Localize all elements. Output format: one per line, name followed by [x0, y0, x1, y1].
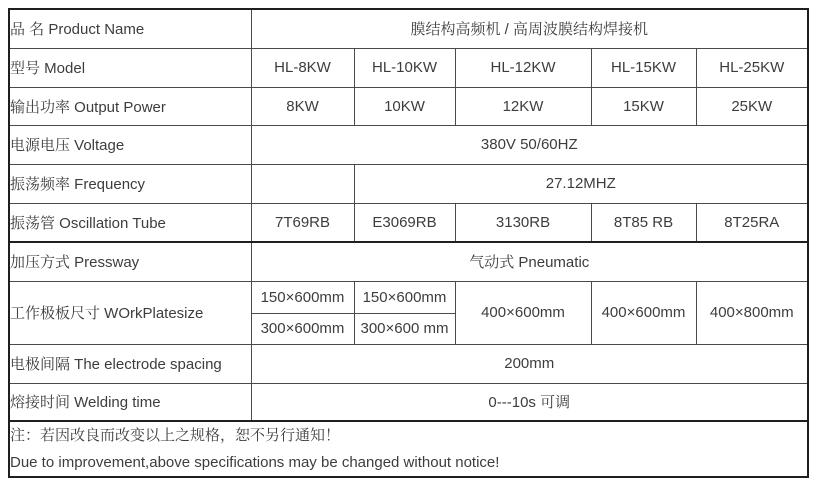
electrode-spacing-label: 电极间隔 The electrode spacing — [9, 344, 251, 383]
model-value-5: HL-25KW — [696, 48, 808, 87]
model-value-3: HL-12KW — [455, 48, 591, 87]
pressway-value: 气动式 Pneumatic — [251, 242, 808, 281]
output-power-value-3: 12KW — [455, 87, 591, 125]
welding-time-value: 0---10s 可调 — [251, 383, 808, 421]
work-plate-size-col5: 400×800mm — [696, 281, 808, 344]
work-plate-size-col1-top: 150×600mm — [251, 281, 354, 313]
work-plate-size-col3: 400×600mm — [455, 281, 591, 344]
frequency-empty-cell — [251, 164, 354, 203]
electrode-spacing-value: 200mm — [251, 344, 808, 383]
oscillation-tube-value-2: E3069RB — [354, 203, 455, 242]
oscillation-tube-value-4: 8T85 RB — [591, 203, 696, 242]
output-power-value-1: 8KW — [251, 87, 354, 125]
welding-time-label: 熔接时间 Welding time — [9, 383, 251, 421]
oscillation-tube-value-1: 7T69RB — [251, 203, 354, 242]
voltage-label: 电源电压 Voltage — [9, 125, 251, 164]
row-oscillation-tube — [9, 203, 808, 242]
product-name-value: 膜结构高频机 / 高周波膜结构焊接机 — [251, 9, 808, 48]
oscillation-tube-value-5: 8T25RA — [696, 203, 808, 242]
model-label: 型号 Model — [9, 48, 251, 87]
row-electrode-spacing — [9, 344, 808, 383]
work-plate-size-col4: 400×600mm — [591, 281, 696, 344]
work-plate-size-col2-top: 150×600mm — [354, 281, 455, 313]
row-welding-time — [9, 383, 808, 421]
frequency-value: 27.12MHZ — [354, 164, 808, 203]
output-power-value-4: 15KW — [591, 87, 696, 125]
row-voltage — [9, 125, 808, 164]
row-pressway — [9, 242, 808, 281]
work-plate-size-label: 工作极板尺寸 WOrkPlatesize — [9, 281, 251, 344]
row-work-plate-size-top — [9, 281, 808, 313]
output-power-value-2: 10KW — [354, 87, 455, 125]
spec-sheet — [8, 8, 807, 476]
frequency-label: 振荡频率 Frequency — [9, 164, 251, 203]
output-power-label: 输出功率 Output Power — [9, 87, 251, 125]
work-plate-size-col1-bottom: 300×600mm — [251, 313, 354, 344]
model-value-1: HL-8KW — [251, 48, 354, 87]
note-line-chinese: 注：若因改良而改变以上之规格，恕不另行通知！ — [10, 427, 341, 444]
spec-table — [8, 8, 809, 478]
row-note — [9, 421, 808, 477]
product-name-label: 品 名 Product Name — [9, 9, 251, 48]
note-line-english: Due to improvement,above specifications may be changed without notice! — [10, 454, 500, 471]
row-model — [9, 48, 808, 87]
note-cell — [9, 421, 808, 477]
model-value-4: HL-15KW — [591, 48, 696, 87]
voltage-value: 380V 50/60HZ — [251, 125, 808, 164]
pressway-label: 加压方式 Pressway — [9, 242, 251, 281]
oscillation-tube-label: 振荡管 Oscillation Tube — [9, 203, 251, 242]
work-plate-size-col2-bottom: 300×600 mm — [354, 313, 455, 344]
output-power-value-5: 25KW — [696, 87, 808, 125]
row-output-power — [9, 87, 808, 125]
model-value-2: HL-10KW — [354, 48, 455, 87]
oscillation-tube-value-3: 3130RB — [455, 203, 591, 242]
row-product-name — [9, 9, 808, 48]
row-frequency — [9, 164, 808, 203]
